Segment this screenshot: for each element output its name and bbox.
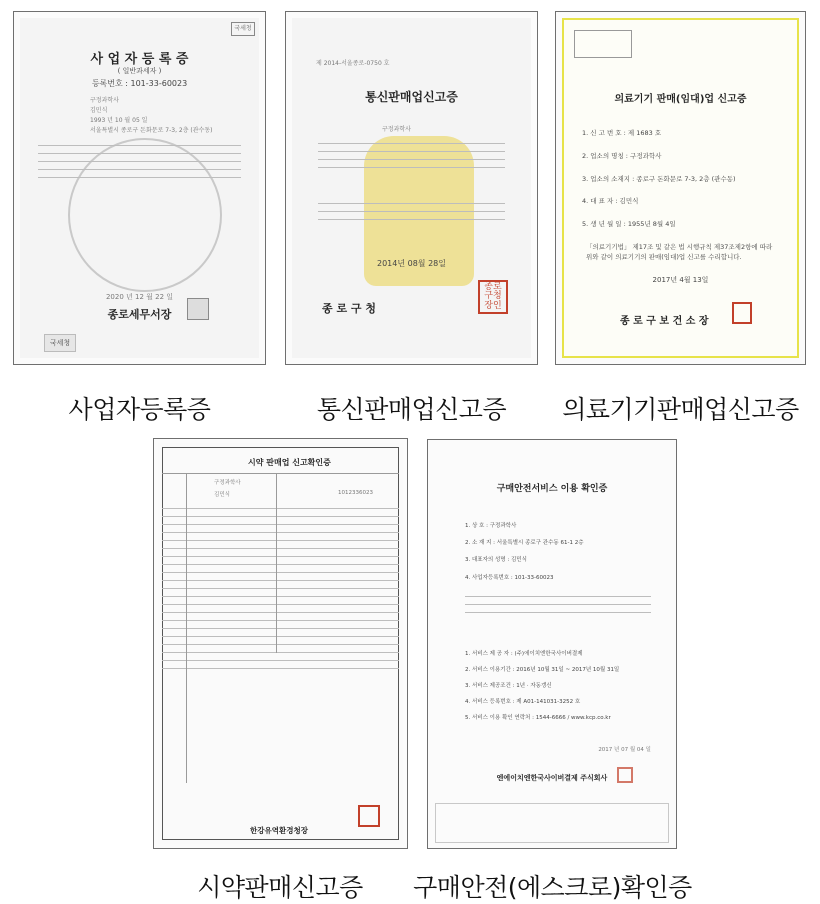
- doc4-rule: [162, 473, 399, 474]
- doc3-red-seal: [732, 302, 752, 324]
- doc3-item-2: 2. 업소의 명칭 : 구정과학사: [582, 152, 662, 160]
- doc3-item-4: 4. 대 표 자 : 김민식: [582, 197, 639, 205]
- doc3-issuer: 종 로 구 보 건 소 장: [620, 316, 709, 327]
- doc2-issuer: 종 로 구 청: [322, 302, 376, 315]
- doc5-item-4: 4. 사업자등록번호 : 101-33-60023: [465, 575, 554, 581]
- doc5-service-5: 5. 서비스 이용 확인 연락처 : 1544-6666 / www.kcp.co.kr: [465, 715, 611, 721]
- document-paper: [562, 18, 799, 358]
- doc4-reg-no: 1012336023: [338, 490, 373, 496]
- doc3-item-5: 5. 생 년 월 일 : 1955년 8월 4일: [582, 220, 676, 228]
- doc4-col-line: [186, 473, 187, 783]
- doc5-service-3: 3. 서비스 제공조건 : 1년 · 자동갱신: [465, 683, 552, 689]
- document-paper: [158, 443, 403, 844]
- medical-device-sales-certificate: [555, 11, 806, 365]
- doc2-date: 2014년 08월 28일: [377, 259, 446, 268]
- doc5-issuer: 엔에이치엔한국사이버결제 주식회사: [496, 774, 608, 782]
- doc5-item-1: 1. 상 호 : 구정과학사: [465, 523, 517, 529]
- nts-logo: [44, 334, 76, 352]
- doc5-item-3: 3. 대표자의 성명 : 김민식: [465, 557, 527, 563]
- doc5-paragraph: [465, 589, 651, 620]
- doc1-company: 구정과학사: [90, 97, 119, 104]
- doc2-red-seal: [478, 280, 508, 314]
- doc1-seal-box: [187, 298, 209, 320]
- doc1-opened: 1993 년 10 월 05 일: [90, 117, 148, 124]
- doc2-title: 통신판매업신고증: [365, 90, 458, 104]
- doc1-rep: 김민식: [90, 107, 108, 114]
- doc1-title: 사 업 자 등 록 증: [90, 52, 189, 67]
- caption-ecommerce-report: 통신판매업신고증: [316, 395, 507, 424]
- doc3-body: 「의료기기법」 제17조 및 같은 법 시행규칙 제37조제2항에 따라 위와 같이 의료기기의 판매(임대)업 신고를 수리합니다.: [586, 243, 773, 262]
- doc2-seal-text: 종로구청장인: [484, 281, 502, 311]
- reagent-sales-certificate: [153, 438, 408, 849]
- doc5-item-2: 2. 소 재 지 : 서울특별시 종로구 관수동 61-1 2층: [465, 540, 584, 546]
- document-paper: [20, 18, 259, 358]
- doc5-title: 구매안전서비스 이용 확인증: [496, 484, 608, 494]
- doc1-issuer: 종로세무서장: [107, 308, 172, 321]
- doc1-subtitle: ( 일반과세자 ): [117, 67, 162, 75]
- doc1-address: 서울특별시 종로구 돈화문로 7-3, 2층 (관수동): [90, 127, 213, 134]
- doc5-service-4: 4. 서비스 등록번호 : 제 A01-141031-3252 호: [465, 699, 581, 705]
- ecommerce-report-certificate: [285, 11, 538, 365]
- doc1-body-lines: [38, 138, 241, 185]
- document-paper: [431, 443, 673, 845]
- doc4-col-line: [276, 473, 277, 653]
- caption-reagent-sales: 시약판매신고증: [197, 873, 363, 902]
- document-paper: [292, 18, 531, 358]
- doc5-date: 2017 년 07 월 04 일: [598, 747, 651, 753]
- doc5-red-seal: [617, 767, 633, 783]
- doc5-service-1: 1. 서비스 제 공 자 : (주)에이치엔한국사이버결제: [465, 651, 583, 657]
- caption-business-registration: 사업자등록증: [68, 395, 211, 424]
- doc3-date: 2017년 4월 13일: [652, 276, 709, 284]
- doc4-red-seal: [358, 805, 380, 827]
- escrow-service-certificate: [427, 439, 677, 849]
- doc5-service-2: 2. 서비스 이용기간 : 2016년 10월 31일 ~ 2017년 10월 31일: [465, 667, 620, 673]
- doc2-body-lines: [318, 136, 505, 175]
- business-registration-certificate: [13, 11, 266, 365]
- doc4-company: 구정과학사: [214, 480, 241, 486]
- nts-logo-text: 국세청: [49, 339, 71, 347]
- doc4-table-rows: [162, 501, 399, 676]
- doc4-issuer: 한강유역환경청장: [250, 826, 308, 835]
- doc3-item-3: 3. 업소의 소재지 : 종로구 돈화문로 7-3, 2층 (관수동): [582, 175, 736, 183]
- doc3-title: 의료기기 판매(임대)업 신고증: [614, 94, 747, 105]
- doc1-reg-no: 등록번호 : 101-33-60023: [91, 79, 188, 88]
- caption-medical-device: 의료기기판매업신고증: [562, 395, 799, 424]
- corner-stamp: 국세청: [231, 22, 255, 36]
- doc2-number: 제 2014-서울종로-0750 호: [316, 60, 390, 67]
- doc4-title: 시약 판매업 신고확인증: [248, 458, 331, 467]
- doc1-date: 2020 년 12 월 22 일: [105, 293, 174, 301]
- caption-escrow: 구매안전(에스크로)확인증: [413, 873, 692, 902]
- doc3-stamp-box: [574, 30, 632, 58]
- doc3-item-1: 1. 신 고 번 호 : 제 1683 호: [582, 129, 662, 137]
- doc5-footnote-box: [435, 803, 669, 843]
- doc2-company: 구정과학사: [382, 126, 411, 133]
- doc2-paragraph: [318, 196, 505, 227]
- doc4-rep: 김민식: [214, 492, 230, 498]
